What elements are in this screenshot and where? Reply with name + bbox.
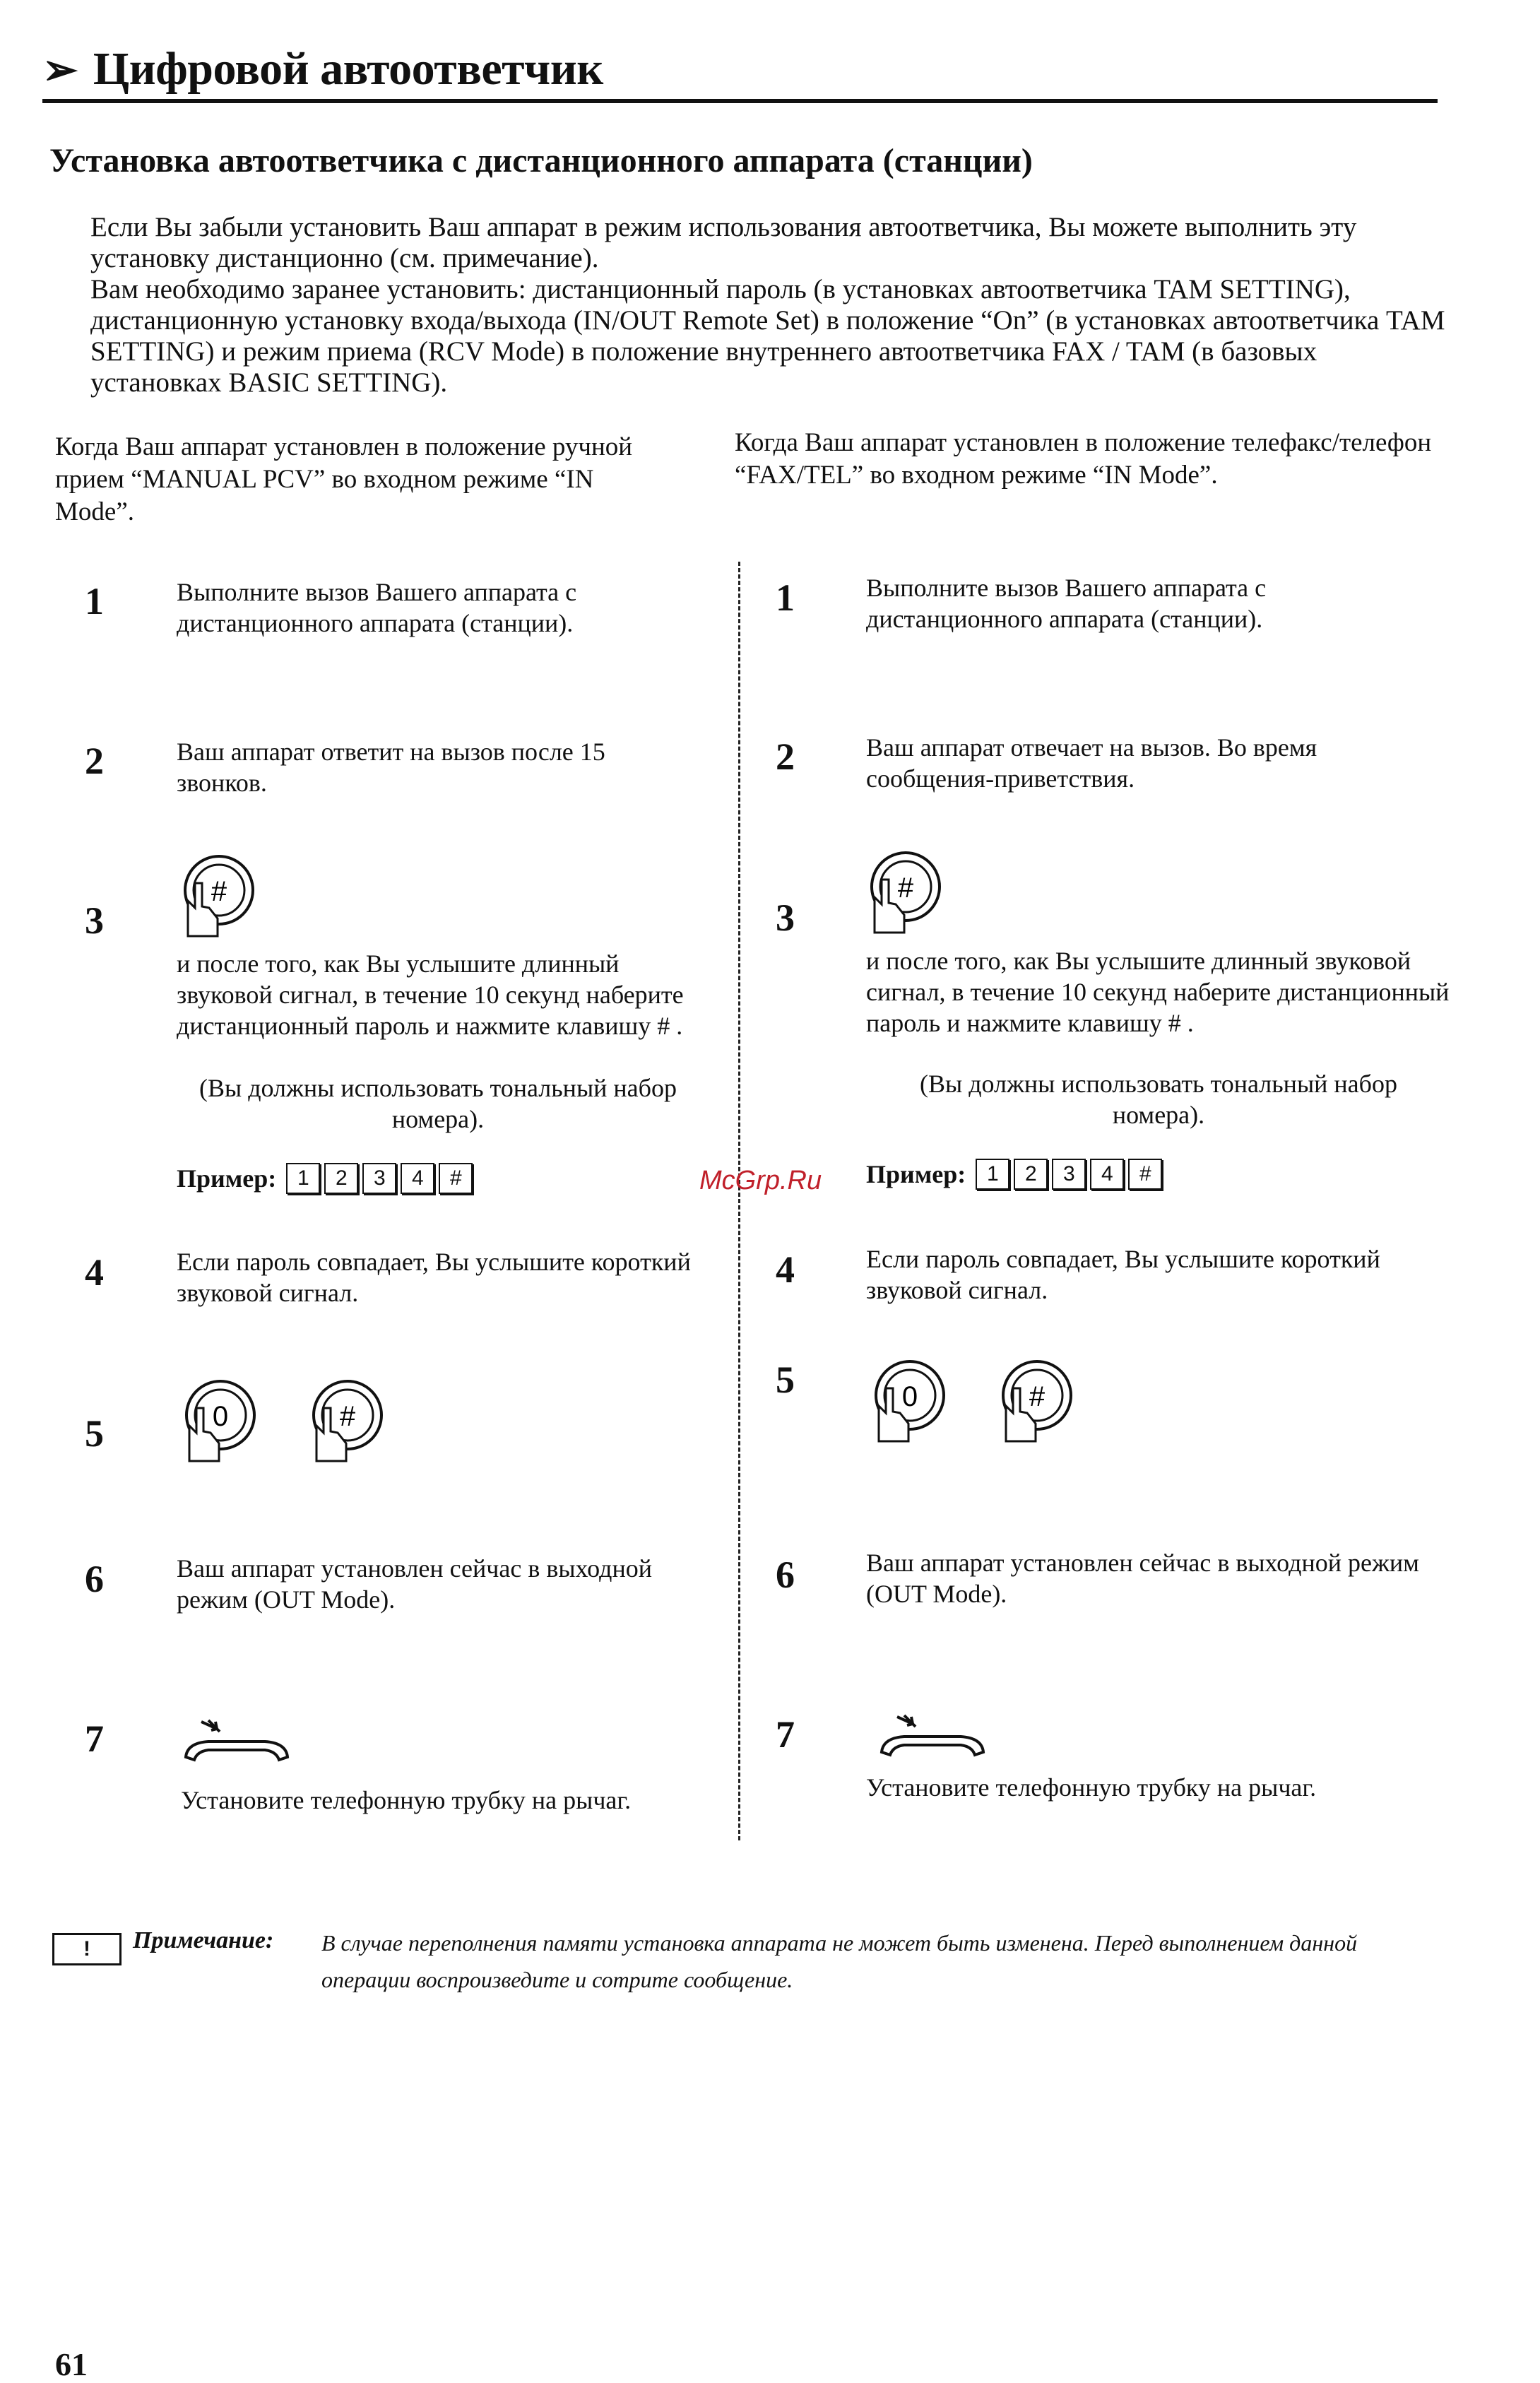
right-step-4-text: Если пароль совпадает, Вы услышите короткий звуковой сигнал.	[866, 1245, 1380, 1304]
zero-key-label: 0	[212, 1401, 229, 1432]
left-step-number-6: 6	[85, 1558, 104, 1600]
right-step-number-2: 2	[776, 735, 795, 778]
hash-key-label: #	[339, 1401, 356, 1432]
right-step-3-text: и после того, как Вы услышите длинный звуковой сигнал, в течение 10 секунд наберите дистанционный пароль и нажмите клавишу # .	[866, 947, 1450, 1037]
left-step-4-text: Если пароль совпадает, Вы услышите короткий звуковой сигнал.	[177, 1248, 691, 1307]
hash-key-label: #	[211, 876, 227, 907]
right-step-number-6: 6	[776, 1554, 795, 1596]
right-step-number-4: 4	[776, 1248, 795, 1291]
hash-key-press-icon	[993, 1356, 1078, 1448]
key-2: 2	[324, 1163, 358, 1194]
right-step-1-text: Выполните вызов Вашего аппарата с дистанционного аппарата (станции).	[866, 574, 1267, 633]
hash-key-press-icon	[175, 851, 260, 943]
intro	[90, 212, 1447, 398]
right-example	[866, 1159, 1162, 1190]
zero-key-press-icon	[866, 1356, 951, 1448]
left-step-number-4: 4	[85, 1251, 104, 1294]
left-step-2-text: Ваш аппарат ответит на вызов после 15 звонков.	[177, 738, 605, 797]
left-column-heading: Когда Ваш аппарат установлен в положение ручной прием “MANUAL PCV” во входном режиме “IN Mode”.	[55, 432, 633, 526]
key-2: 2	[1014, 1159, 1048, 1190]
key-3: 3	[1052, 1159, 1086, 1190]
left-step-number-3: 3	[85, 899, 104, 942]
page-number: 61	[55, 2346, 88, 2382]
note-label: Примечание:	[133, 1927, 274, 1953]
left-step-number-7: 7	[85, 1717, 104, 1760]
title-rule	[42, 99, 1438, 103]
handset-hang-up-icon	[180, 1713, 293, 1770]
section-title: Установка автоответчика с дистанционного аппарата (станции)	[49, 142, 1033, 179]
example-keys	[286, 1163, 473, 1194]
note-exclamation-icon: !	[52, 1933, 122, 1965]
watermark: McGrp.Ru	[699, 1166, 822, 1195]
left-step-3-text: и после того, как Вы услышите длинный звуковой сигнал, в течение 10 секунд наберите дистанционный пароль и нажмите клавишу # .	[177, 950, 684, 1040]
key-3: 3	[362, 1163, 396, 1194]
intro-paragraph-2: Вам необходимо заранее установить: дистанционный пароль (в установках автоответчика TAM SETTING), дистанционную установку входа/выхода (IN/OUT Remote Set) в положение “On” (в установках автоответчика TAM SETTING) и режим приема (RCV Mode) в положение внутреннего автоответчика FAX / TAM (в базовых установках BASIC SETTING).	[90, 274, 1445, 398]
right-step-2-text: Ваш аппарат отвечает на вызов. Во время сообщения-приветствия.	[866, 733, 1317, 793]
left-step-7-text: Установите телефонную трубку на рычаг.	[181, 1786, 632, 1814]
right-step-6-text: Ваш аппарат установлен сейчас в выходной режим (OUT Mode).	[866, 1549, 1419, 1608]
note-text: В случае переполнения памяти установка аппарата не может быть изменена. Перед выполнением данной операции воспроизведите и сотрите сообщение.	[321, 1930, 1358, 1992]
zero-key-press-icon	[177, 1376, 261, 1468]
page-title-text: Цифровой автоответчик	[93, 43, 603, 95]
hash-key-press-icon	[862, 848, 947, 940]
column-divider	[738, 562, 740, 1840]
key-4: 4	[1090, 1159, 1124, 1190]
right-step-number-7: 7	[776, 1713, 795, 1756]
hash-key-press-icon	[304, 1376, 389, 1468]
key-1: 1	[976, 1159, 1009, 1190]
left-step-3-note: (Вы должны использовать тональный набор номера).	[199, 1074, 677, 1133]
left-example	[177, 1163, 473, 1194]
key-hash: #	[439, 1163, 473, 1194]
right-step-7-text: Установите телефонную трубку на рычаг.	[866, 1773, 1317, 1802]
right-step-number-3: 3	[776, 897, 795, 939]
key-4: 4	[401, 1163, 434, 1194]
right-step-number-5: 5	[776, 1359, 795, 1401]
right-step-3-note: (Вы должны использовать тональный набор номера).	[920, 1070, 1397, 1129]
example-label: Пример:	[177, 1164, 277, 1193]
right-column-heading: Когда Ваш аппарат установлен в положение телефакс/телефон “FAX/TEL” во входном режиме “IN Mode”.	[735, 428, 1432, 490]
left-step-number-2: 2	[85, 740, 104, 782]
left-step-6-text: Ваш аппарат установлен сейчас в выходной режим (OUT Mode).	[177, 1554, 652, 1614]
handset-hang-up-icon	[876, 1708, 989, 1765]
intro-paragraph-1: Если Вы забыли установить Ваш аппарат в режим использования автоответчика, Вы можете выполнить эту установку дистанционно (см. примечание).	[90, 212, 1357, 273]
page-title	[42, 42, 603, 96]
example-label: Пример:	[866, 1160, 966, 1188]
zero-key-label: 0	[901, 1381, 918, 1412]
hash-key-label: #	[897, 873, 914, 904]
left-step-number-1: 1	[85, 580, 104, 622]
arrow-icon: ➢	[42, 47, 78, 93]
left-step-number-5: 5	[85, 1412, 104, 1455]
left-step-1-text: Выполните вызов Вашего аппарата с дистанционного аппарата (станции).	[177, 578, 577, 637]
key-1: 1	[286, 1163, 320, 1194]
example-keys	[976, 1159, 1162, 1190]
right-step-number-1: 1	[776, 576, 795, 619]
hash-key-label: #	[1029, 1381, 1046, 1412]
key-hash: #	[1128, 1159, 1162, 1190]
